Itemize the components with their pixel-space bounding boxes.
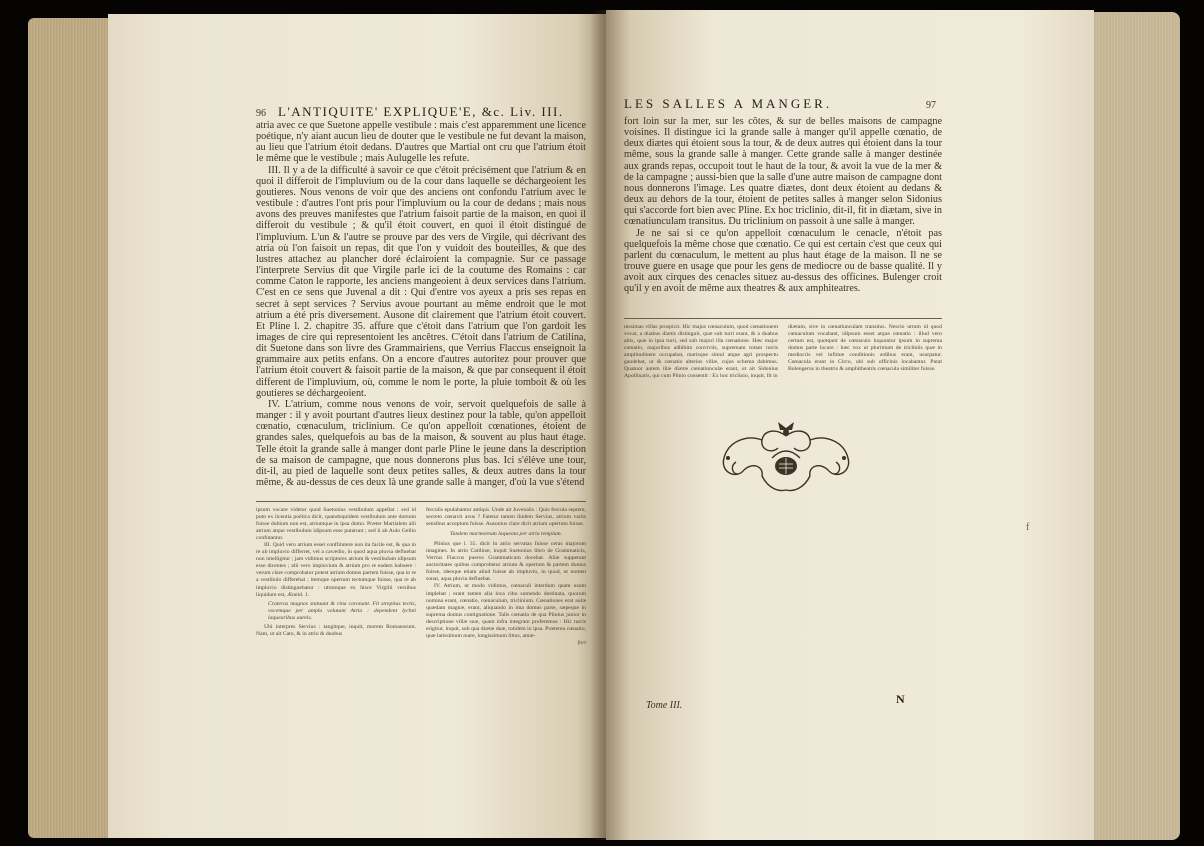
left-notes-rule bbox=[256, 501, 586, 502]
ornament-vignette bbox=[716, 418, 856, 498]
right-page bbox=[606, 10, 1094, 840]
note-paragraph: Plinius que l. 35. dicit in atrio servatas fuisse ceras majorum imagines. In atrio Catilinæ, inquit Suetonius libro de Grammaticis, Verrius Flaccus pueros Grammaticam docebat. Aliæ suppetunt auctoritates quibus comprobetur atrium & opertum & partem domus fuisse, ideoque etiam aliud fuisse ab impluvio, in quod, ut nomen sonat, aqua pluvia defluebat. bbox=[426, 541, 586, 583]
note-paragraph: Ubi interpres Servius : tangitque, inquit, morem Romanorum. Nam, ut ait Cato, & in atrio & duobus bbox=[256, 623, 416, 637]
main-paragraph: fort loin sur la mer, sur les côtes, & sur de belles maisons de campagne voisines. Il distingue ici la grande salle à manger qu'il appelle cœnatio, de deux diætes qui étoient sous la tour, & de deux autres qui étoient dans la tour même, sous la grande salle à manger. Cette grande salle à manger destinée aux grands repas, occupoit tout le haut de la tour, & avoit la vue de la mer & de la campagne ; aussi-bien que la salle d'une autre maison de campagne dont nous donnerons l'image. Les quatre diætes, dont deux étoient au dedans & deux au dehors de la tour, étoient de petites salles à manger selon Sidonius qui s'accorde fort bien avec Pline. Ex hoc triclinio, dit-il, fit in diætam, sive in cœnatiunculam transitus. Du triclinium on passoit à une salle à manger. bbox=[624, 116, 942, 228]
note-paragraph: III. Quid vero atrium esset conflitutere non ita facile est, & qua in re ab impluvio differret, vel a cavædio, in quod aqua pluvia defluebat non intelligitur ; jam vidimus scriptores atrium & vestibulum idipsum esse dicentes ; alii vero impluvium & atrium pro re eadem habuere : verum clare comprobatur potest atrium domus partem fuisse, qua in re a vestibulo differebat ; itemque opertum tectumque fuisse, qua re ab impluvio distinguebatur : utrumque ex hisce Virgilii versibus liquidum est, Æneid. 1. bbox=[256, 542, 416, 598]
main-paragraph: III. Il y a de la difficulté à savoir ce que c'étoit précisément que l'atrium & en quoi il differoit de l'impluvium ou de la cour dans laquelle se déchargeoient les goutieres. Nous venons de voir que des anciens ont confondu l'atrium avec le vestibule : d'autres l'ont pris pour l'impluvium ou la cour de dedans ; mais nous avons des preuves manifestes que l'atrium faisoit partie de la maison, en quoi il differoit du vestibule ; & qu'il étoit couvert, en quoi il étoit distingué de l'impluvium. L'un & l'autre se prouve par des vers de Virgile, qui décrivant des atria où l'on faisoit un repas, dit que l'on y vuidoit des bouteilles, & que des lustres attachez au plancher doré éclairoient la compagnie. Sur ce passage l'interprete Servius dit que Virgile parle ici de la coutume des Romains : car comme Caton le rapporte, les anciens mangeoient à deux services dans l'atrium. C'est en ce sens que Juvenal a dit : Qui d'entre vos ayeux a pris ses repas en secret à sept services ? Servius avoue pourtant au même endroit que le mot atrium a été pris diversement. Ausone dit clairement que l'atrium étoit couvert. Et Pline l. 2. chapitre 35. affure que c'étoit dans l'atrium que l'on gardoit les images de cire qui representoient les ancêtres. C'étoit dans l'atrium de Catilina, dit Suetone dans son livre des Grammairiens, que Verrius Flaccus enseignoit la grammaire aux petits enfans. On a encore d'autres autoritez pour prouver que l'atrium étoit couvert & faisoit partie de la maison, & que par consequent il étoit different de l'impluvium, où, comme le nom le porte, la pluie tomboit & où les goutieres se déchargeoient. bbox=[256, 164, 586, 399]
volume-signature: Tome III. bbox=[646, 700, 683, 711]
right-page-edges bbox=[1092, 12, 1180, 840]
left-page bbox=[108, 14, 606, 838]
left-page-number: 96 bbox=[256, 108, 266, 119]
stray-mark: f bbox=[1026, 522, 1030, 533]
verse-quote: Tandem marmoreum laqueata per atria templum. bbox=[449, 531, 563, 538]
verse-quote: Crateras magnos statuunt & vina coronant. Fit strepitus tectis, vocemque per ampla volutant Atria : dependent lychni laquearibus aureis. bbox=[268, 600, 416, 621]
right-notes-col2 bbox=[788, 324, 942, 373]
note-paragraph: nissimas villas prospicit. Hic majus cœnaculum, quod cœnationem vocat, a duabus diætis distinguit, quæ sub turri erant, & a duabus aliis, quæ in ipsa turri, sed sub majori illa cœnatione. Hæc major cœnatio, majoribus adhibita conviviis, supremam totam turris amplitudinem occupabat, marisque simul atque agri prospectu gaudebat, ut & cœnatio alterius villæ, cujus schema dabimus. Quatuor autem illæ diætæ cœnatiunculæ erant, ut ait Sidonius Apollinaris, qui cum Plinio consentit : Ex hoc triclinio, inquit, fit in bbox=[624, 324, 778, 380]
main-paragraph: atria avec ce que Suetone appelle vestibule : mais c'est apparemment une licence poétique, n'y aiant aucun lieu de douter que le vestibule ne fut devant la maison, au lieu que l'atrium étoit dedans. D'autres que Martial ont cru que l'atrium étoit le même que le vestibule ; mais Aulugelle les refute. bbox=[256, 120, 586, 165]
main-paragraph: IV. L'atrium, comme nous venons de voir, servoit quelquefois de salle à manger : il y avoit pourtant d'autres lieux destinez pour la table, qu'on appelloit cœnatio, cœnaculum, triclinium. Ce qu'on appelloit cœnationes, étoient de grandes sales, quelquefois au bas de la maison, & souvent au plus haut étage. Telle étoit la grande salle à manger dont parle Pline le jeune dans la description de sa maison de campagne, que nous donnerons plus bas. Ici s'élève une tour, dit-il, au pied de laquelle sont deux petites salles, & deux autres dans la tour même, & au-dessus de ces deux là une grande salle à manger, d'où la vue s'étend bbox=[256, 398, 586, 488]
main-paragraph: Je ne sai si ce qu'on appelloit cœnaculum le cenacle, n'étoit pas quelquefois la même chose que cœnatio. Ce qui est certain c'est que ceux qui parlent du cœnaculum, le mettent au plus haut étage de la maison. Il ne se trouve guere en usage que pour les gens de mediocre ou de basse qualité. Il y avoit aux cirques des cenacles situez au-dessus des officines. Bulenger croit qu'il y en avoit de même aux theatres & aux amphiteatres. bbox=[624, 227, 942, 295]
left-main-text bbox=[256, 120, 586, 488]
note-paragraph: diætam, sive in cœnatiunculam transitus. Nescio utrum id quod cœnaculum vocabant, idipsum esset atque cœnatio : illud vero certum est, quotquot de cœnaculo loquuntur ipsum in suprema domus parte locare : hæc vox ut plurimum de tricliniis quæ in mediocris vel infimæ conditionis ædibus erant, usurpatur. Cœnacula erant in Circo, ubi sub officinis locabantur. Putat Bulengerus in theatris & amphitheatris cœnacula similiter fuisse. bbox=[788, 324, 942, 373]
right-notes-rule bbox=[624, 318, 942, 319]
note-paragraph: IV. Atrium, ut modo vidimus, cœnaculi interdum quam usum implebat ; erant tamen alia loca cibo sumendo destinata, quorum nomina erant, cœnatio, cœnaculum, triclinium. Cœnationes erat aulæ quædam magnæ, erant, aliquando in ima domus parte, sæpeque in suprema domus contignatione. Talis cœnatio de qua Plinius junior in descriptione villæ suæ, quam infra integram proferemus : Hic turris erigitur, inquit, sub qua diætæ duæ, totidem in ipsa. Præterea cœnatio, quæ latissimum mare, longissimum littus, amœ- bbox=[426, 583, 586, 639]
left-page-edges bbox=[28, 18, 110, 838]
right-notes-col1 bbox=[624, 324, 778, 380]
gathering-mark: N bbox=[896, 692, 905, 706]
right-main-text bbox=[624, 116, 942, 295]
catchword: fort bbox=[577, 639, 586, 646]
note-paragraph: ipsum vocare videtur quod Suetonius vestibulum appellat : sed id puto ex licentia poëtica dicit, quandoquidem vestibulum ante domum fuisse dubium non est, atriumque in ipsa domo. Præter Martialem alii atrium atque vestibulum idipsum esse putarunt ; sed ii ab Aulo Gellio confutantur. bbox=[256, 507, 416, 542]
right-running-head: LES SALLES A MANGER. bbox=[624, 96, 833, 111]
note-paragraph: ferculis epulabantur antiqui. Unde ait Juvenalis : Quis fercula septem, secreto cœnavit avus ? Fatetur tamen ibidem Servius, atrium variis sensibus acceptum fuisse. Ausonius clare dicit atrium opertum fuisse. bbox=[426, 507, 586, 528]
left-notes-col2 bbox=[426, 507, 586, 647]
left-running-head: L'ANTIQUITE' EXPLIQUE'E, &c. Liv. III. bbox=[278, 104, 564, 119]
right-page-number: 97 bbox=[926, 100, 936, 111]
left-notes-col1 bbox=[256, 507, 416, 638]
